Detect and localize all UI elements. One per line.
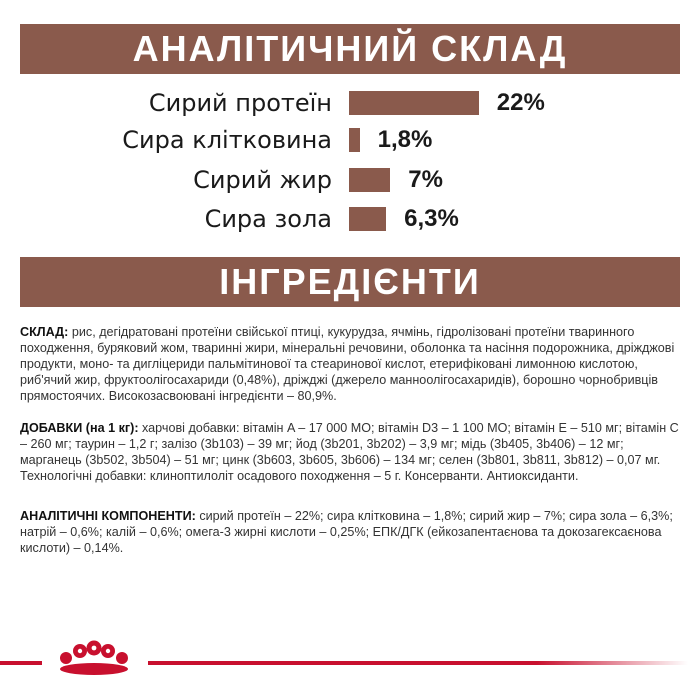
analysis-row-value: 22% [496,89,545,116]
additives-paragraph [20,421,680,485]
analysis-row [0,165,700,195]
royal-canin-crown-icon [44,638,144,678]
brand-line-left [0,661,42,665]
components-paragraph [20,509,680,557]
components-label: АНАЛІТИЧНІ КОМПОНЕНТИ: [20,509,196,523]
analysis-row-bar [349,91,479,115]
analysis-row-label: Сира клітковина [122,126,332,154]
ingredients-banner [20,257,680,307]
composition-paragraph [20,325,680,405]
analysis-banner [20,24,680,74]
analysis-row [0,204,700,234]
analysis-row [0,125,700,155]
analysis-row-label: Сирий протеїн [148,89,332,117]
additives-label: ДОБАВКИ (на 1 кг): [20,421,139,435]
additives-text: харчові добавки: вітамін A – 17 000 МО; вітамін D3 – 1 100 МО; вітамін E – 510 мг; вітамін C – 260 мг; таурин – 1,2 г; залізо (3b103) – 39 мг; йод (3b201, 3b202) – 3,9 мг; мідь (3b405, 3b406) – 12 мг; марганець (3b502, 3b504) – 51 мг; цинк (3b603, 3b605, 3b606) – 134 мг; селен (3b801, 3b811, 3b812) – 0,07 мг. Технологічні добавки: клиноптилоліт осадового походження – 5 г. Консерванти. Антиоксиданти. [20,421,679,483]
components-text: сирий протеїн – 22%; сира клітковина – 1,8%; сирий жир – 7%; сира зола – 6,3%; натрій – 0,6%; калій – 0,6%; омега-3 жирні кислоти – 0,25%; ЕПК/ДГК (ейкозапентаєнова та докозагексаєнова кислоти) – 0,14%. [20,509,673,555]
analysis-row-value: 7% [408,166,443,193]
analysis-row-value: 6,3% [404,205,459,232]
composition-text: рис, дегідратовані протеїни свійської птиці, кукурудза, ячмінь, гідролізовані протеїни тваринного походження, буряковий жом, тваринні жири, мінеральні речовини, оболонка та насіння подорожника, дріжджові продукти, моно- та дигліцериди пальмітинової та стеаринової кислот, етерифіковані лимонною кислотою, риб'ячий жир, фруктоолігосахариди (0,48%), дріжджі (джерело манноолігосахаридів), борошно чорнобривців прямостоячих. Високозасвоювані інгредієнти – 80,9%. [20,325,675,403]
analysis-title: АНАЛІТИЧНИЙ СКЛАД [132,28,568,69]
analysis-row-label: Сирий жир [193,166,332,194]
brand-line [148,661,688,665]
analysis-row-label: Сира зола [204,205,332,233]
composition-label: СКЛАД: [20,325,69,339]
analysis-row [0,88,700,118]
ingredients-title: ІНГРЕДІЄНТИ [219,261,481,302]
analysis-row-bar [349,207,386,231]
analysis-row-bar [349,128,360,152]
analysis-row-value: 1,8% [377,126,433,153]
analysis-row-bar [349,168,390,192]
